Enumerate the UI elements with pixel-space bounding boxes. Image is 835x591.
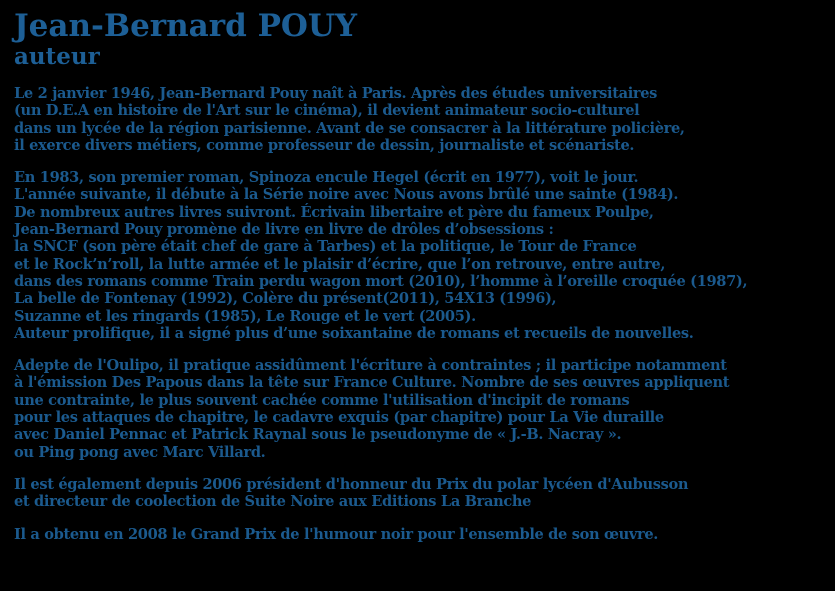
- bio-line: La belle de Fontenay (1992), Colère du présent(2011), 54X13 (1996),: [14, 290, 557, 308]
- bio-line: Il est également depuis 2006 président d'honneur du Prix du polar lycéen d'Aubusson: [14, 475, 689, 493]
- bio-line: à l'émission Des Papous dans la tête sur France Culture. Nombre de ses œuvres appliquent: [14, 374, 730, 392]
- bio-line: et le Rock’n’roll, la lutte armée et le plaisir d’écrire, que l’on retrouve, entre autre,: [14, 255, 666, 273]
- bio-line: il exerce divers métiers, comme professeur de dessin, journaliste et scénariste.: [14, 136, 635, 154]
- author-bio-page: [14, 8, 829, 558]
- bio-line: Le 2 janvier 1946, Jean-Bernard Pouy naît à Paris. Après des études universitaires: [14, 85, 658, 102]
- bio-paragraph-early-life: [14, 85, 829, 154]
- bio-line: dans des romans comme Train perdu wagon mort (2010), l’homme à l’oreille croquée (1987),: [14, 272, 748, 290]
- author-role: auteur: [14, 43, 100, 70]
- bio-line: Jean-Bernard Pouy promène de livre en livre de drôles d’obsessions :: [14, 221, 554, 239]
- bio-paragraph-oulipo: [14, 357, 829, 461]
- bio-line: Adepte de l'Oulipo, il pratique assidûment l'écriture à contraintes ; il participe notamment: [14, 357, 727, 375]
- bio-line: L'année suivante, il débute à la Série noire avec Nous avons brûlé une sainte (1984).: [14, 186, 679, 204]
- bio-line: En 1983, son premier roman, Spinoza encule Hegel (écrit en 1977), voit le jour.: [14, 169, 639, 187]
- bio-line: pour les attaques de chapitre, le cadavre exquis (par chapitre) pour La Vie duraille: [14, 409, 664, 427]
- bio-line: ou Ping pong avec Marc Villard.: [14, 443, 266, 461]
- bio-paragraph-works: [14, 169, 829, 342]
- bio-paragraph-award: [14, 526, 829, 543]
- bio-line: une contrainte, le plus souvent cachée comme l'utilisation d'incipit de romans: [14, 391, 630, 409]
- bio-line: (un D.E.A en histoire de l'Art sur le cinéma), il devient animateur socio-culturel: [14, 102, 640, 120]
- bio-line: avec Daniel Pennac et Patrick Raynal sous le pseudonyme de « J.-B. Nacray ».: [14, 426, 622, 444]
- author-name: Jean-Bernard POUY: [14, 8, 358, 44]
- bio-paragraph-prix: [14, 476, 829, 511]
- bio-line: dans un lycée de la région parisienne. Avant de se consacrer à la littérature policière,: [14, 119, 685, 137]
- bio-line: De nombreux autres livres suivront. Écrivain libertaire et père du fameux Poulpe,: [14, 203, 654, 221]
- bio-line: et directeur de coolection de Suite Noire aux Editions La Branche: [14, 493, 532, 511]
- bio-line: la SNCF (son père était chef de gare à Tarbes) et la politique, le Tour de France: [14, 238, 637, 256]
- bio-line: Suzanne et les ringards (1985), Le Rouge et le vert (2005).: [14, 307, 476, 325]
- bio-line: Il a obtenu en 2008 le Grand Prix de l'humour noir pour l'ensemble de son œuvre.: [14, 525, 658, 543]
- bio-line: Auteur prolifique, il a signé plus d’une soixantaine de romans et recueils de nouvelles.: [14, 324, 694, 342]
